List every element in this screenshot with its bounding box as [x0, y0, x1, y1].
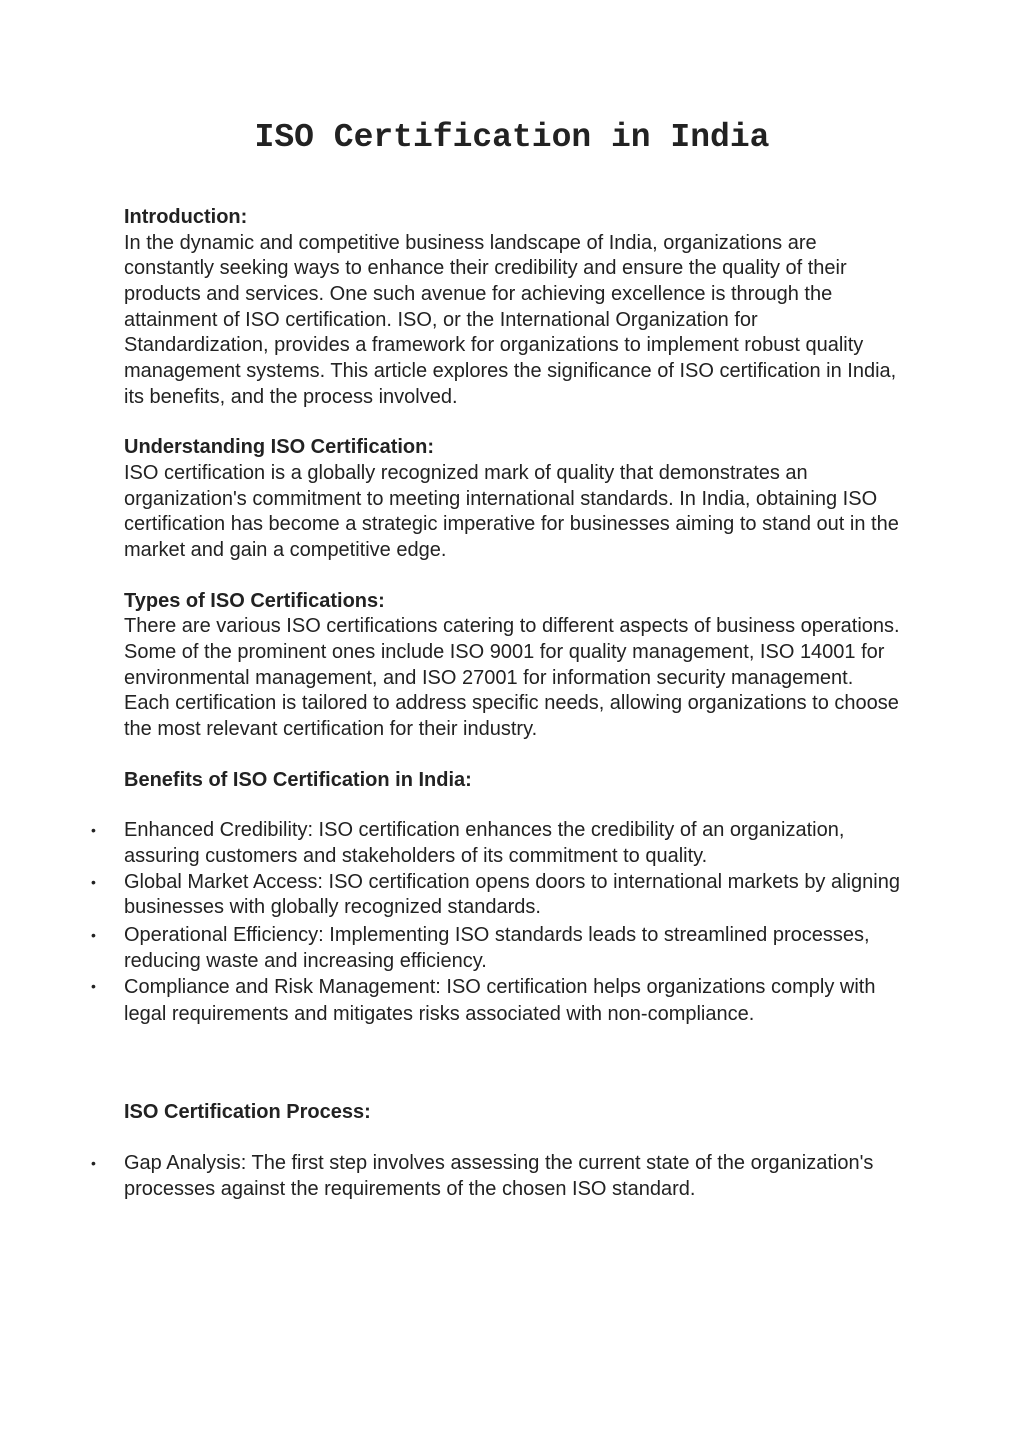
section-understanding-iso: [124, 435, 904, 563]
list-item: [91, 923, 904, 974]
list-item: [91, 1151, 904, 1202]
list-item-text: Compliance and Risk Management: ISO certification helps organizations comply with legal requirements and mitigates risks associated with non-compliance.: [124, 976, 876, 1025]
section-heading: Types of ISO Certifications:: [124, 589, 385, 612]
benefits-list: [91, 818, 904, 1027]
section-paragraph: There are various ISO certifications catering to different aspects of business operations. Some of the prominent ones include ISO 9001 for quality management, ISO 14001 for environmental management, and ISO 27001 for information security management. Each certification is tailored to address specific needs, allowing organizations to choose the most relevant certification for their industry.: [124, 615, 900, 741]
section-heading: ISO Certification Process:: [124, 1101, 371, 1124]
list-item: [91, 818, 904, 869]
list-item-text: Enhanced Credibility: ISO certification enhances the credibility of an organization, assuring customers and stakeholders of its commitment to quality.: [124, 819, 845, 867]
bullet-icon: •: [91, 822, 96, 839]
section-heading: Understanding ISO Certification:: [124, 436, 435, 459]
list-item: [91, 974, 904, 1027]
document-content: [91, 205, 904, 1227]
section-benefits: [91, 768, 904, 1028]
list-item-text: Operational Efficiency: Implementing ISO standards leads to streamlined processes, reducing waste and increasing efficiency.: [124, 924, 870, 972]
list-item: [91, 870, 904, 921]
page-title: ISO Certification in India: [254, 119, 770, 156]
bullet-icon: •: [91, 978, 96, 995]
bullet-icon: •: [91, 927, 96, 944]
section-heading: Benefits of ISO Certification in India:: [124, 768, 472, 791]
section-paragraph: ISO certification is a globally recognized mark of quality that demonstrates an organization's commitment to meeting international standards. In India, obtaining ISO certification has become a strategic imperative for businesses aiming to stand out in the market and gain a competitive edge.: [124, 461, 899, 562]
section-heading: Introduction:: [124, 206, 248, 228]
bullet-icon: •: [91, 1154, 96, 1171]
section-introduction: [124, 205, 904, 410]
section-types-of-iso: [124, 589, 904, 743]
list-item-text: Global Market Access: ISO certification opens doors to international markets by aligning businesses with globally recognized standards.: [124, 870, 900, 919]
section-paragraph: In the dynamic and competitive business landscape of India, organizations are constantly seeking ways to enhance their credibility and ensure the quality of their products and services. One such avenue for achieving excellence is through the attainment of ISO certification. ISO, or the International Organization for Standardization, provides a framework for organizations to implement robust quality management systems. This article explores the significance of ISO certification in India, its benefits, and the process involved.: [124, 231, 897, 408]
process-list: [91, 1151, 904, 1202]
list-item-text: Gap Analysis: The first step involves assessing the current state of the organization's processes against the requirements of the chosen ISO standard.: [124, 1151, 874, 1200]
section-certification-process: [91, 1100, 904, 1202]
bullet-icon: •: [91, 873, 96, 890]
